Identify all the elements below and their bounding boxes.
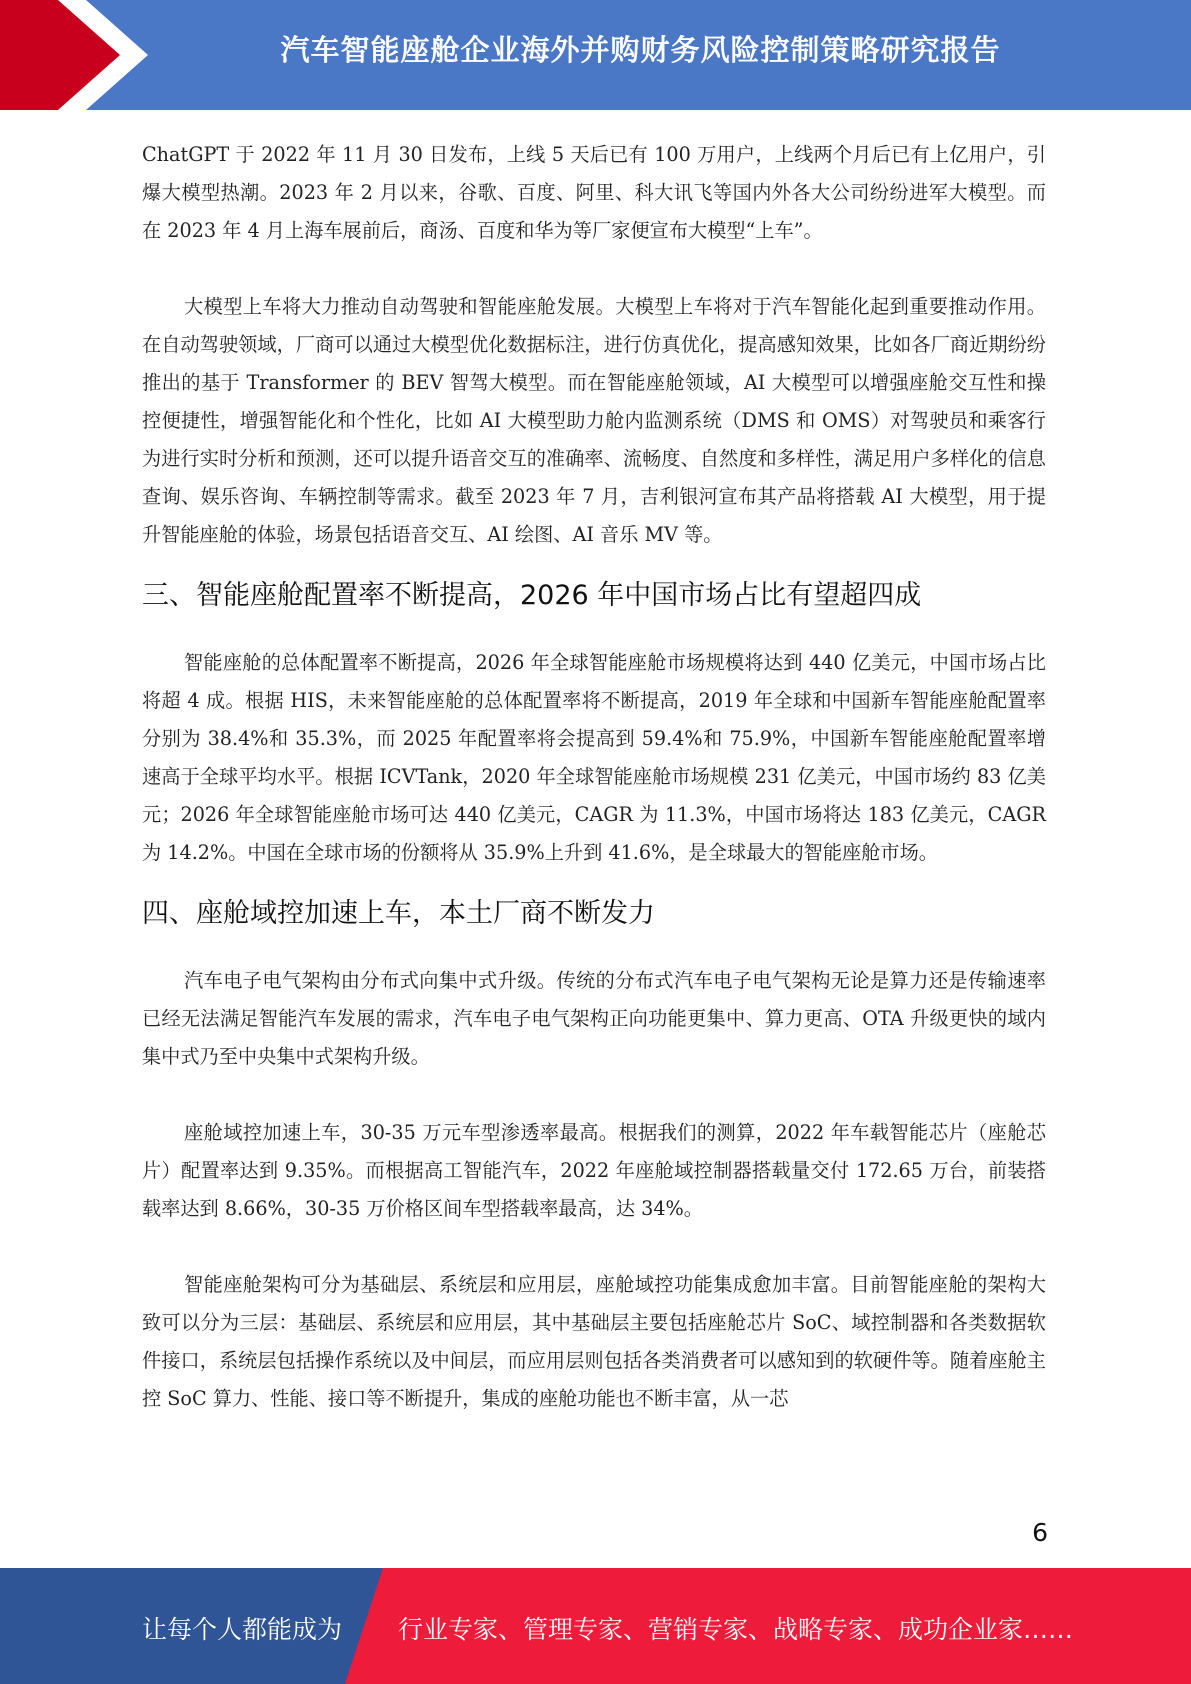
paragraph-configuration-rate: 智能座舱的总体配置率不断提高，2026 年全球智能座舱市场规模将达到 440 亿美元，中国市场占比将超 4 成。根据 HIS，未来智能座舱的总体配置率将不断提高，2019 年全球和中国新车智能座舱配置率分别为 38.4%和 35.3%，而 2025 年配置率将会提高到 59.4%和 75.9%，中国新车智能座舱配置率增速高于全球平均水平。根据 ICVTank，2020 年全球智能座舱市场规模 231 亿美元，中国市场约 83 亿美元；2026 年全球智能座舱市场可达 440 亿美元，CAGR 为 11.3%，中国市场将达 183 亿美元，CAGR 为 14.2%。中国在全球市场的份额将从 35.9%上升到 41.6%，是全球最大的智能座舱市场。 bbox=[142, 651, 1046, 864]
paragraph-chatgpt: ChatGPT 于 2022 年 11 月 30 日发布，上线 5 天后已有 100 万用户，上线两个月后已有上亿用户，引爆大模型热潮。2023 年 2 月以来，谷歌、百度、阿里、科大讯飞等国内外各大公司纷纷进军大模型。而在 2023 年 4 月上海车展前后，商汤、百度和华为等厂家便宣布大模型“上车”。 bbox=[142, 143, 1046, 242]
page-header bbox=[0, 0, 1191, 110]
section-heading-3: 三、智能座舱配置率不断提高，2026 年中国市场占比有望超四成 bbox=[142, 580, 922, 611]
footer-slogan-left: 让每个人都能成为 bbox=[142, 1615, 343, 1644]
paragraph-domain-control: 座舱域控加速上车，30-35 万元车型渗透率最高。根据我们的测算，2022 年车载智能芯片（座舱芯片）配置率达到 9.35%。而根据高工智能汽车，2022 年座舱域控制器搭载量交付 172.65 万台，前装搭载率达到 8.66%，30-35 万价格区间车型搭载率最高，达 34%。 bbox=[142, 1121, 1046, 1220]
page-footer bbox=[0, 1568, 1191, 1684]
paragraph-large-models: 大模型上车将大力推动自动驾驶和智能座舱发展。大模型上车将对于汽车智能化起到重要推动作用。在自动驾驶领域，厂商可以通过大模型优化数据标注，进行仿真优化，提高感知效果，比如各厂商近期纷纷推出的基于 Transformer 的 BEV 智驾大模型。而在智能座舱领域，AI 大模型可以增强座舱交互性和操控便捷性，增强智能化和个性化，比如 AI 大模型助力舱内监测系统（DMS 和 OMS）对驾驶员和乘客行为进行实时分析和预测，还可以提升语音交互的准确率、流畅度、自然度和多样性，满足用户多样化的信息查询、娱乐咨询、车辆控制等需求。截至 2023 年 7 月，吉利银河宣布其产品将搭载 AI 大模型，用于提升智能座舱的体验，场景包括语音交互、AI 绘图、AI 音乐 MV 等。 bbox=[142, 295, 1046, 546]
page-number: 6 bbox=[1032, 1518, 1048, 1547]
report-title: 汽车智能座舱企业海外并购财务风险控制策略研究报告 bbox=[280, 33, 1001, 67]
page-content bbox=[142, 136, 1046, 1418]
paragraph-ee-architecture: 汽车电子电气架构由分布式向集中式升级。传统的分布式汽车电子电气架构无论是算力还是传输速率已经无法满足智能汽车发展的需求，汽车电子电气架构正向功能更集中、算力更高、OTA 升级更快的域内集中式乃至中央集中式架构升级。 bbox=[142, 969, 1046, 1068]
footer-slogan-right: 行业专家、管理专家、营销专家、战略专家、成功企业家…… bbox=[398, 1615, 1074, 1644]
paragraph-cockpit-architecture: 智能座舱架构可分为基础层、系统层和应用层，座舱域控功能集成愈加丰富。目前智能座舱的架构大致可以分为三层：基础层、系统层和应用层，其中基础层主要包括座舱芯片 SoC、域控制器和各类数据软件接口，系统层包括操作系统以及中间层，而应用层则包括各类消费者可以感知到的软硬件等。随着座舱主控 SoC 算力、性能、接口等不断提升，集成的座舱功能也不断丰富，从一芯 bbox=[142, 1273, 1046, 1410]
section-heading-4: 四、座舱域控加速上车，本土厂商不断发力 bbox=[142, 898, 655, 929]
